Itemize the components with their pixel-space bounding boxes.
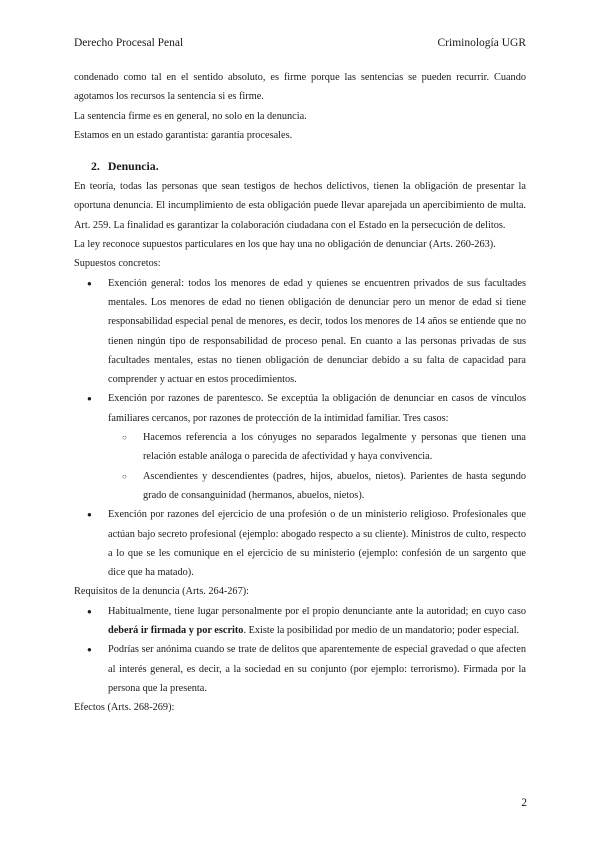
section-heading bbox=[74, 156, 526, 176]
efectos-heading: Efectos (Arts. 268-269): bbox=[74, 702, 175, 714]
parentesco-sublist bbox=[108, 428, 526, 505]
page-header bbox=[74, 37, 526, 49]
section-number: 2. bbox=[91, 159, 100, 174]
req1-text-after: . Existe la posibilidad por medio de un mandatorio; poder especial. bbox=[243, 625, 520, 637]
list-item bbox=[108, 602, 526, 641]
section-paragraph-1: En teoría, todas las personas que sean testigos de hechos delictivos, tienen la obligación de presentar la oportuna denuncia. El incumplimiento de esta obligación puede llevar aparejada un apercibimiento de multa. Art. 259. La finalidad es garantizar la colaboración ciudadana con el Estado en la persecución de delitos. bbox=[74, 181, 526, 231]
intro-paragraph-2: La sentencia firme es en general, no solo en la denuncia. bbox=[74, 110, 307, 122]
intro-paragraph-3: Estamos en un estado garantista: garantía procesales. bbox=[74, 129, 293, 141]
list-item: ● Exención general: todos los menores de edad y quienes se encuentren privados de sus facultades mentales. Los menores de edad no tienen obligación de denunciar pero un menor de edad si tiene responsabilidad especial penal de menores, es decir, todos los menores de 14 años se entiende que no tienen ningún tipo de responsabilidad de proceso penal. En cuanto a las personas privadas de sus facultades mentales, estas no tienen obligación de denunciar debido a su falta de capacidad para comprender y actuar en estos procedimientos. bbox=[108, 274, 526, 390]
section-paragraph-2: La ley reconoce supuestos particulares en los que hay una no obligación de denunciar (Arts. 260-263). bbox=[74, 239, 496, 251]
list-item-text: Exención por razones de parentesco. Se exceptúa la obligación de denunciar en casos de vínculos familiares cercanos, por razones de protección de la intimidad familiar. Tres casos: bbox=[108, 393, 526, 424]
page-number: 2 bbox=[521, 797, 527, 809]
list-item: ● Podrías ser anónima cuando se trate de delitos que aparentemente de especial gravedad o que afecten al interés general, es decir, a la sociedad en su conjunto (por ejemplo: terrorismo). Firmada por la persona que la presenta. bbox=[108, 640, 526, 698]
header-course-title: Derecho Procesal Penal bbox=[74, 37, 184, 49]
list-item: ● Exención por razones del ejercicio de una profesión o de un ministerio religioso. Profesionales que actúan bajo secreto profesional (ejemplo: abogado respecto a su cliente). Ministros de culto, respecto a lo que se les comunique en el ejercicio de su ministerio (ejemplo: confesión de un sargento que dice que ha matado). bbox=[108, 505, 526, 582]
sub-list-item: ○ Ascendientes y descendientes (padres, hijos, abuelos, nietos). Parientes de hasta segundo grado de consanguinidad (hermanos, abuelos, nietos). bbox=[143, 467, 526, 506]
intro-paragraph-1: condenado como tal en el sentido absoluto, es firme porque las sentencias se pueden recurrir. Cuando agotamos los recursos la sentencia si es firme. bbox=[74, 72, 526, 103]
list-item bbox=[108, 389, 526, 505]
section-paragraph-3: Supuestos concretos: bbox=[74, 258, 161, 270]
requisitos-heading: Requisitos de la denuncia (Arts. 264-267): bbox=[74, 586, 250, 598]
section-title: Denuncia. bbox=[107, 159, 159, 174]
supuestos-list bbox=[74, 274, 526, 583]
header-degree: Criminología UGR bbox=[437, 37, 526, 49]
requisitos-list bbox=[74, 602, 526, 698]
page-content bbox=[74, 68, 526, 718]
sub-list-item: ○ Hacemos referencia a los cónyuges no separados legalmente y personas que tienen una relación estable análoga o parecida de afectividad y haya convivencia. bbox=[143, 428, 526, 467]
req1-text-before: Habitualmente, tiene lugar personalmente por el propio denunciante ante la autoridad; en cuyo caso bbox=[108, 605, 526, 617]
req1-bold-text: deberá ir firmada y por escrito bbox=[108, 625, 244, 637]
